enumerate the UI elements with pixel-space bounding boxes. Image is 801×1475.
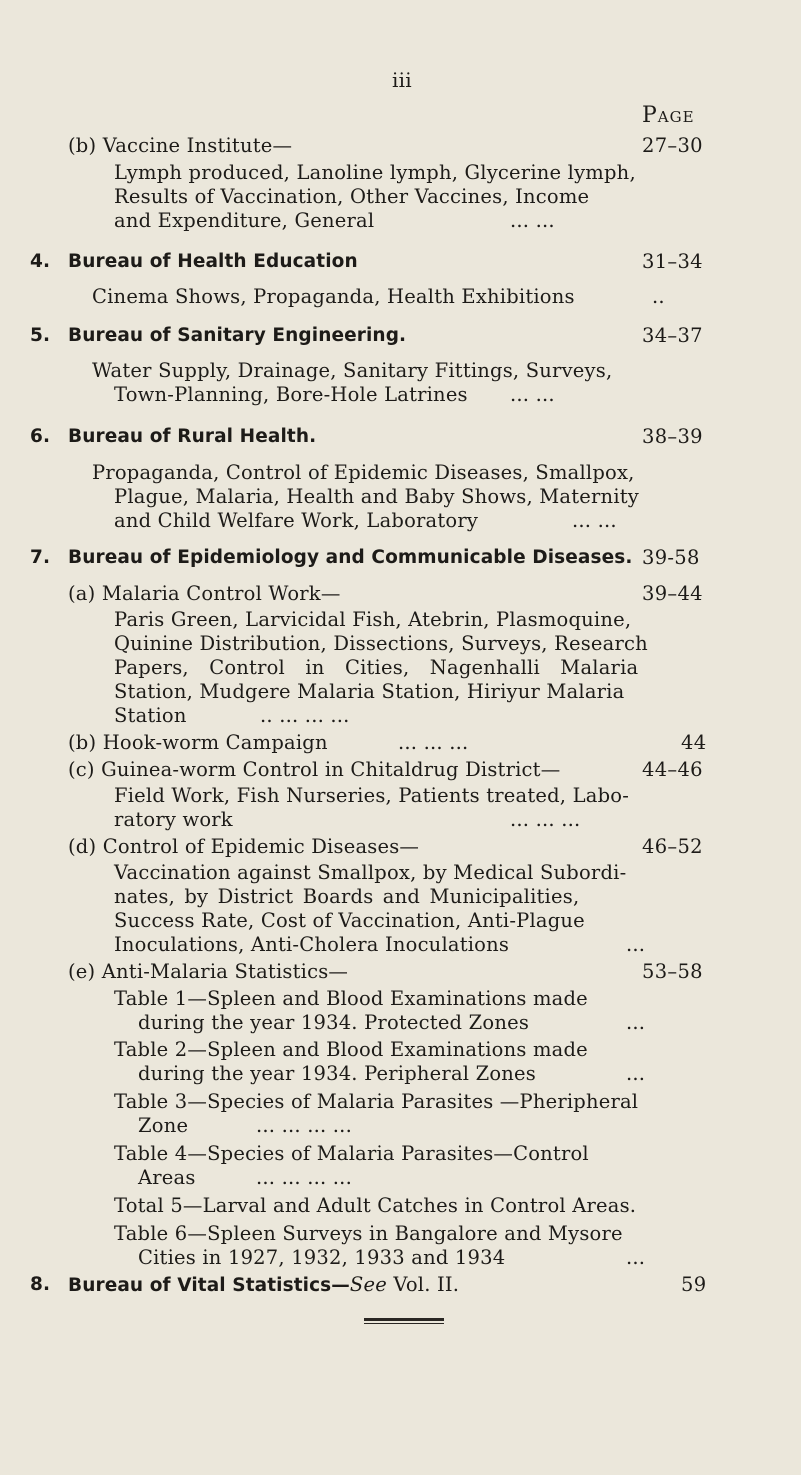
section-7-title: Bureau of Epidemiology and Communicable Diseases. <box>68 547 633 568</box>
page-column-label: Page <box>642 103 695 128</box>
table-3-leader: ... ... ... ... <box>256 1114 352 1137</box>
entry-b-vaccine-leader: ... ... <box>510 209 555 232</box>
entry-d-epidemic-leader: ... <box>626 933 646 956</box>
entry-b-vaccine-detail-3: and Expenditure, General <box>114 209 375 232</box>
entry-b-hookworm-page: 44 <box>681 731 707 754</box>
entry-a-malaria-detail-1: Paris Green, Larvicidal Fish, Atebrin, Plasmoquine, <box>114 608 632 631</box>
section-6-title: Bureau of Rural Health. <box>68 426 317 447</box>
section-7-number: 7. <box>30 547 51 568</box>
table-6-line-1: Table 6—Spleen Surveys in Bangalore and Mysore <box>114 1222 623 1245</box>
table-2-line-1: Table 2—Spleen and Blood Examinations made <box>114 1038 588 1061</box>
section-7-page: 39-58 <box>642 546 700 569</box>
entry-b-vaccine-label: (b) Vaccine Institute— <box>68 134 293 157</box>
entry-a-malaria-page: 39–44 <box>642 582 703 605</box>
entry-c-guinea-detail-2: ratory work <box>114 808 233 831</box>
section-6-leader: ... ... <box>572 509 617 532</box>
table-3-line-1: Table 3—Species of Malaria Parasites —Pheripheral <box>114 1090 639 1113</box>
section-5-detail-1: Water Supply, Drainage, Sanitary Fittings, Surveys, <box>92 359 613 382</box>
section-5-leader: ... ... <box>510 383 555 406</box>
entry-d-epidemic-label: (d) Control of Epidemic Diseases— <box>68 835 420 858</box>
entry-a-malaria-detail-5: Station <box>114 704 187 727</box>
table-6-line-2: Cities in 1927, 1932, 1933 and 1934 <box>138 1246 506 1269</box>
folio-number: iii <box>392 68 412 92</box>
table-1-line-2: during the year 1934. Protected Zones <box>138 1011 530 1034</box>
entry-a-malaria-detail-4: Station, Mudgere Malaria Station, Hiriyur Malaria <box>114 680 625 703</box>
table-6-leader: ... <box>626 1246 646 1269</box>
table-5-line-1: Total 5—Larval and Adult Catches in Control Areas. <box>114 1194 637 1217</box>
section-8-number: 8. <box>30 1274 51 1295</box>
section-4-page: 31–34 <box>642 250 703 273</box>
section-6-number: 6. <box>30 426 51 447</box>
entry-d-epidemic-detail-4: Inoculations, Anti-Cholera Inoculations <box>114 933 510 956</box>
entry-a-malaria-detail-2: Quinine Distribution, Dissections, Surveys, Research <box>114 632 648 655</box>
entry-d-epidemic-detail-2: nates, by District Boards and Municipalities, <box>114 885 580 908</box>
entry-b-vaccine-detail-2: Results of Vaccination, Other Vaccines, Income <box>114 185 590 208</box>
section-8-heading <box>68 1273 459 1298</box>
section-5-detail-2: Town-Planning, Bore-Hole Latrines <box>114 383 468 406</box>
section-4-detail: Cinema Shows, Propaganda, Health Exhibitions <box>92 285 575 308</box>
section-6-detail-1: Propaganda, Control of Epidemic Diseases, Smallpox, <box>92 461 635 484</box>
entry-d-epidemic-detail-1: Vaccination against Smallpox, by Medical Subordi- <box>114 861 627 884</box>
entry-d-epidemic-page: 46–52 <box>642 835 703 858</box>
section-8-title: Bureau of Vital Statistics— <box>68 1275 350 1296</box>
table-4-line-2: Areas <box>138 1166 196 1189</box>
entry-c-guinea-leader: ... ... ... <box>510 808 581 831</box>
table-2-leader: ... <box>626 1062 646 1085</box>
entry-b-hookworm-leader: ... ... ... <box>398 731 469 754</box>
section-8-ref: Vol. II. <box>386 1273 460 1296</box>
entry-b-hookworm-label: (b) Hook-worm Campaign <box>68 731 328 754</box>
entry-c-guinea-page: 44–46 <box>642 758 703 781</box>
entry-c-guinea-label: (c) Guinea-worm Control in Chitaldrug District— <box>68 758 561 781</box>
entry-b-vaccine-page: 27–30 <box>642 134 703 157</box>
section-5-number: 5. <box>30 325 51 346</box>
section-8-see: See <box>349 1273 387 1296</box>
table-1-leader: ... <box>626 1011 646 1034</box>
closing-rule-bottom <box>364 1323 444 1324</box>
section-6-detail-2: Plague, Malaria, Health and Baby Shows, Maternity <box>114 485 640 508</box>
section-5-page: 34–37 <box>642 324 703 347</box>
entry-a-malaria-label: (a) Malaria Control Work— <box>68 582 341 605</box>
entry-d-epidemic-detail-3: Success Rate, Cost of Vaccination, Anti-Plague <box>114 909 585 932</box>
table-4-leader: ... ... ... ... <box>256 1166 352 1189</box>
entry-a-malaria-leader: .. ... ... ... <box>260 704 350 727</box>
section-5-title: Bureau of Sanitary Engineering. <box>68 325 407 346</box>
entry-a-malaria-detail-3: Papers, Control in Cities, Nagenhalli Malaria <box>114 656 639 679</box>
entry-c-guinea-detail-1: Field Work, Fish Nurseries, Patients treated, Labo- <box>114 784 629 807</box>
closing-rule-top <box>364 1318 444 1321</box>
section-8-page: 59 <box>681 1273 707 1296</box>
table-1-line-1: Table 1—Spleen and Blood Examinations made <box>114 987 588 1010</box>
section-6-page: 38–39 <box>642 425 703 448</box>
entry-e-stats-page: 53–58 <box>642 960 703 983</box>
section-4-number: 4. <box>30 251 51 272</box>
table-4-line-1: Table 4—Species of Malaria Parasites—Control <box>114 1142 589 1165</box>
section-4-leader: .. <box>652 285 665 308</box>
table-3-line-2: Zone <box>138 1114 189 1137</box>
entry-e-stats-label: (e) Anti-Malaria Statistics— <box>68 960 349 983</box>
entry-b-vaccine-detail-1: Lymph produced, Lanoline lymph, Glycerine lymph, <box>114 161 636 184</box>
section-4-title: Bureau of Health Education <box>68 251 358 272</box>
table-2-line-2: during the year 1934. Peripheral Zones <box>138 1062 536 1085</box>
section-6-detail-3: and Child Welfare Work, Laboratory <box>114 509 479 532</box>
